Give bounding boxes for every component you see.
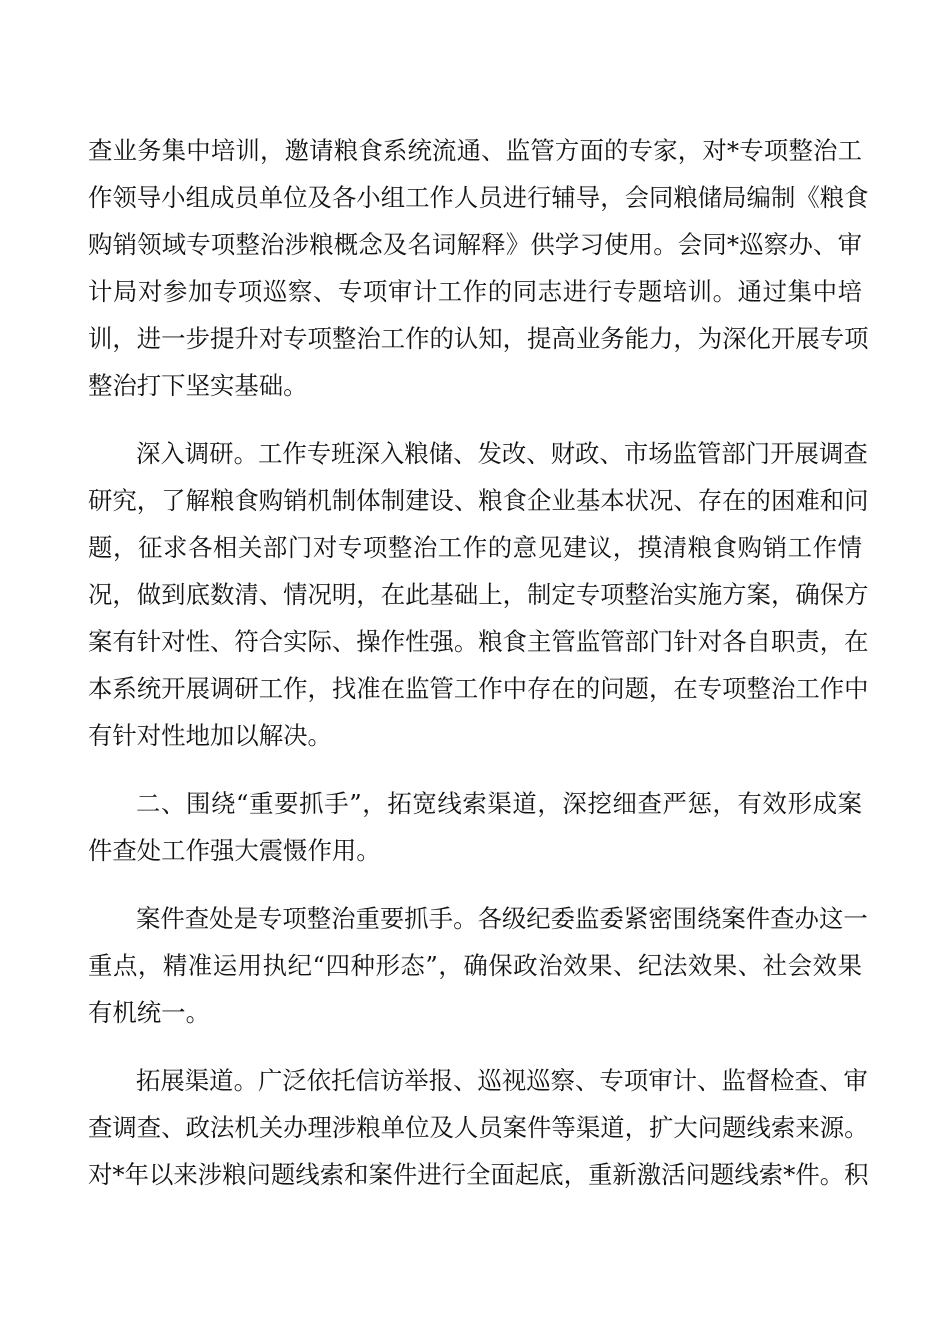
paragraph-research xyxy=(88,430,869,759)
text-line: 件查处工作强大震慑作用。 xyxy=(88,836,381,865)
section-heading-two xyxy=(88,780,862,874)
text-line: 本系统开展调研工作，找准在监管工作中存在的问题，在专项整治工作中 xyxy=(88,674,869,703)
text-line: 题，征求各相关部门对专项整治工作的意见建议，摸清粮食购销工作情 xyxy=(88,533,862,562)
text-line: 对*年以来涉粮问题线索和案件进行全面起底，重新激活问题线索*件。积 xyxy=(88,1160,869,1189)
text-line: 案有针对性、符合实际、操作性强。粮食主管监管部门针对各自职责，在 xyxy=(88,627,869,656)
text-line: 案件查处是专项整治重要抓手。各级纪委监委紧密围绕案件查办这一 xyxy=(136,904,868,933)
paragraph-case-handling xyxy=(88,895,868,1036)
text-line: 训，进一步提升对专项整治工作的认知，提高业务能力，为深化开展专项 xyxy=(88,324,869,353)
document-body xyxy=(88,127,869,1219)
text-line: 况，做到底数清、情况明，在此基础上，制定专项整治实施方案，确保方 xyxy=(88,580,869,609)
paragraph-training xyxy=(88,127,869,409)
text-line: 深入调研。工作专班深入粮储、发改、财政、市场监管部门开展调查 xyxy=(136,439,868,468)
text-line: 重点，精准运用执纪“四种形态”，确保政治效果、纪法效果、社会效果 xyxy=(88,951,862,980)
text-line: 购销领域专项整治涉粮概念及名词解释》供学习使用。会同*巡察办、审 xyxy=(88,230,862,259)
text-line: 有机统一。 xyxy=(88,998,210,1027)
paragraph-expand-channels xyxy=(88,1057,869,1198)
text-line: 计局对参加专项巡察、专项审计工作的同志进行专题培训。通过集中培 xyxy=(88,277,862,306)
text-line: 作领导小组成员单位及各小组工作人员进行辅导，会同粮储局编制《粮食 xyxy=(88,183,869,212)
text-line: 有针对性地加以解决。 xyxy=(88,721,332,750)
text-line: 整治打下坚实基础。 xyxy=(88,371,308,400)
text-line: 拓展渠道。广泛依托信访举报、巡视巡察、专项审计、监督检查、审 xyxy=(136,1066,868,1095)
text-line: 查调查、政法机关办理涉粮单位及人员案件等渠道，扩大问题线索来源。 xyxy=(88,1113,869,1142)
text-line: 查业务集中培训，邀请粮食系统流通、监管方面的专家，对*专项整治工 xyxy=(88,136,862,165)
text-line: 研究，了解粮食购销机制体制建设、粮食企业基本状况、存在的困难和问 xyxy=(88,486,869,515)
text-line: 二、围绕“重要抓手”，拓宽线索渠道，深挖细查严惩，有效形成案 xyxy=(136,789,862,818)
